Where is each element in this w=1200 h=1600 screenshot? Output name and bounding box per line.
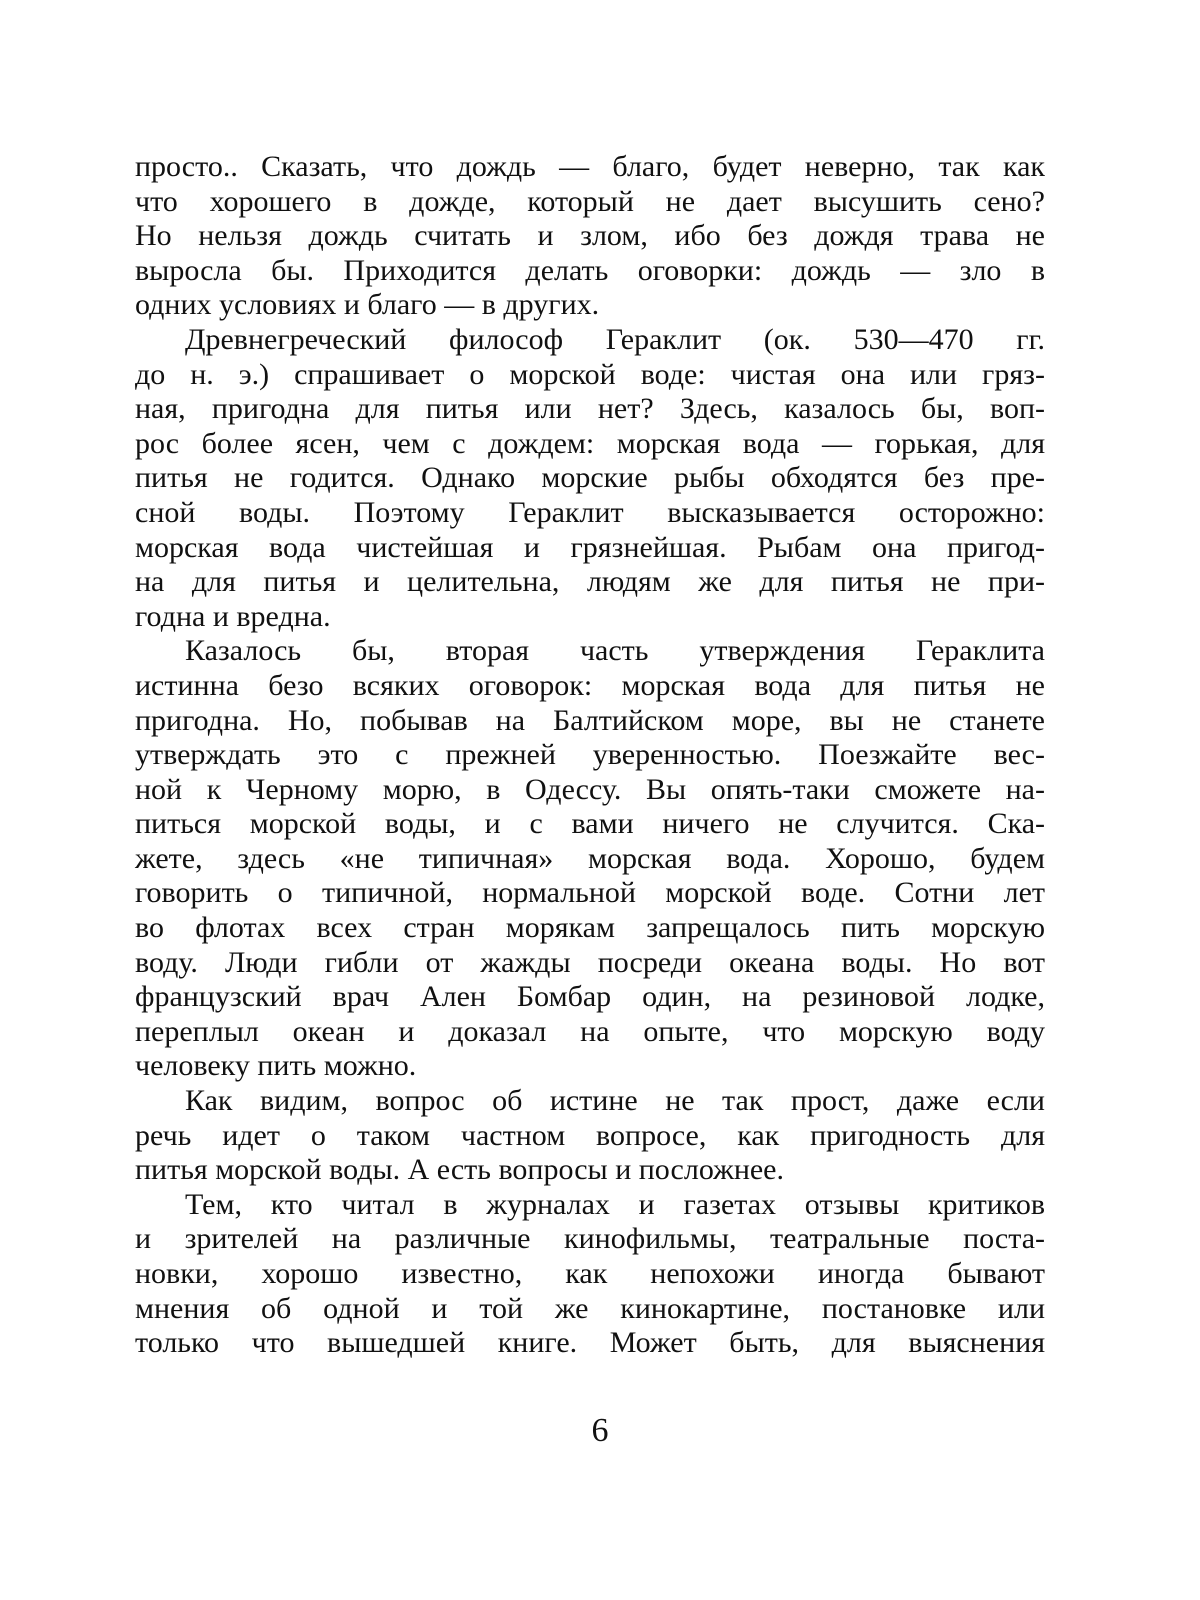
- text-line: морская вода чистейшая и грязнейшая. Рыбам она пригод-: [135, 530, 1045, 564]
- text-line: до н. э.) спрашивает о морской воде: чистая она или гряз-: [135, 357, 1045, 391]
- text-line: во флотах всех стран морякам запрещалось пить морскую: [135, 911, 1045, 945]
- text-line: Тем, кто читал в журналах и газетах отзывы критиков: [185, 1187, 1045, 1221]
- text-line: Как видим, вопрос об истине не так прост, даже если: [185, 1084, 1045, 1118]
- text-line: питья морской воды. А есть вопросы и посложнее.: [135, 1153, 784, 1187]
- text-line: просто.. Сказать, что дождь — благо, будет неверно, так как: [135, 150, 1045, 183]
- paragraph-1: [135, 150, 1045, 323]
- text-line: воду. Люди гибли от жажды посреди океана воды. Но вот: [135, 945, 1045, 979]
- paragraph-5: [135, 1188, 1045, 1361]
- text-line: жете, здесь «не типичная» морская вода. Хорошо, будем: [135, 841, 1045, 875]
- text-line: Казалось бы, вторая часть утверждения Гераклита: [185, 634, 1045, 668]
- text-line: мнения об одной и той же кинокартине, постановке или: [135, 1291, 1045, 1325]
- text-line: говорить о типичной, нормальной морской воде. Сотни лет: [135, 876, 1045, 910]
- page-number: 6: [591, 1412, 609, 1449]
- text-line: Древнегреческий философ Гераклит (ок. 530—470 гг.: [185, 322, 1045, 356]
- text-line: годна и вредна.: [135, 599, 331, 633]
- text-line: истинна безо всяких оговорок: морская вода для питья не: [135, 668, 1045, 702]
- text-line: речь идет о таком частном вопросе, как пригодность для: [135, 1118, 1045, 1152]
- text-line: ная, пригодна для питья или нет? Здесь, казалось бы, воп-: [135, 392, 1045, 426]
- text-line: что хорошего в дожде, который не дает высушить сено?: [135, 184, 1045, 218]
- text-line: рос более ясен, чем с дождем: морская вода — горькая, для: [135, 426, 1045, 460]
- text-line: и зрителей на различные кинофильмы, театральные поста-: [135, 1222, 1045, 1256]
- text-line: только что вышедшей книге. Может быть, для выяснения: [135, 1326, 1045, 1360]
- text-line: утверждать это с прежней уверенностью. Поезжайте вес-: [135, 738, 1045, 772]
- text-line: ной к Черному морю, в Одессу. Вы опять-таки сможете на-: [135, 772, 1045, 806]
- text-line: французский врач Ален Бомбар один, на резиновой лодке,: [135, 980, 1045, 1014]
- paragraph-3: [135, 634, 1045, 1084]
- body-text: [135, 150, 1045, 1361]
- text-line: пригодна. Но, побывав на Балтийском море, вы не станете: [135, 703, 1045, 737]
- text-line: на для питья и целительна, людям же для питья не при-: [135, 565, 1045, 599]
- text-line: питья не годится. Однако морские рыбы обходятся без пре-: [135, 461, 1045, 495]
- text-line: сной воды. Поэтому Гераклит высказывается осторожно:: [135, 495, 1045, 529]
- text-line: переплыл океан и доказал на опыте, что морскую воду: [135, 1014, 1045, 1048]
- text-line: одних условиях и благо — в других.: [135, 288, 600, 322]
- text-line: человеку пить можно.: [135, 1049, 417, 1083]
- text-line: новки, хорошо известно, как непохожи иногда бывают: [135, 1257, 1045, 1290]
- text-line: Но нельзя дождь считать и злом, ибо без дождя трава не: [135, 219, 1045, 253]
- paragraph-2: [135, 323, 1045, 634]
- text-line: выросла бы. Приходится делать оговорки: дождь — зло в: [135, 253, 1045, 287]
- text-line: питься морской воды, и с вами ничего не случится. Ска-: [135, 807, 1045, 841]
- paragraph-4: [135, 1084, 1045, 1188]
